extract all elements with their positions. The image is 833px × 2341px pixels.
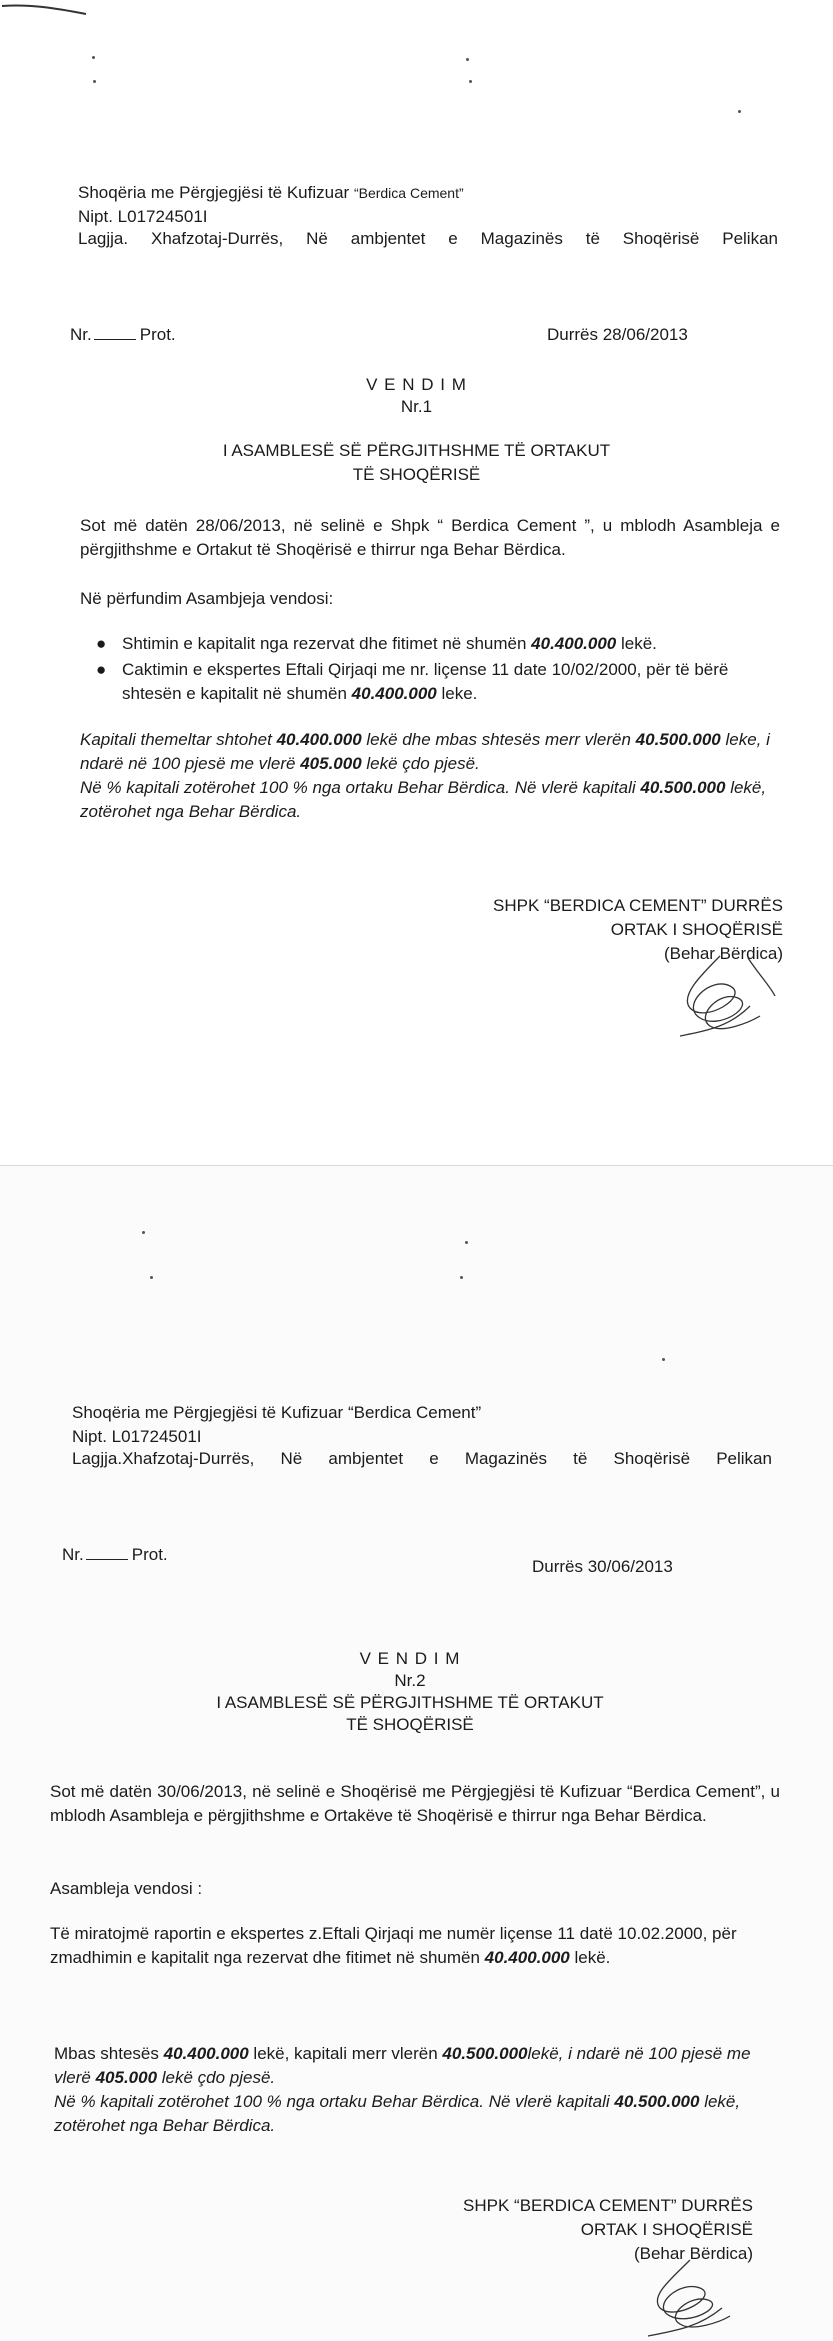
scan-speck <box>92 56 95 59</box>
address-word: e <box>448 229 458 248</box>
address-word: Pelikan <box>722 229 778 248</box>
capital-paragraph <box>80 728 780 776</box>
address-word: ambjentet <box>350 229 426 248</box>
text: Kapitali themeltar shtohet <box>80 730 277 749</box>
company-name: “Berdica Cement” <box>353 185 464 201</box>
decision-subtitle-2: TË SHOQËRISË <box>346 1715 474 1734</box>
decision-subtitle-1: I ASAMBLESË SË PËRGJITHSHME TË ORTAKUT <box>216 1693 604 1712</box>
signature-scribble <box>630 2256 750 2340</box>
bullet-dot: ● <box>96 634 107 653</box>
address-word: Lagjja. <box>78 229 129 248</box>
scan-speck <box>738 110 741 113</box>
capital-paragraph <box>54 2042 784 2090</box>
place-date: Durrës 30/06/2013 <box>532 1557 673 1576</box>
address-line <box>72 1448 772 1470</box>
amount: 40.500.000 <box>640 778 726 797</box>
pen-mark-top-left <box>0 0 90 20</box>
text: lekë, i ndarë në 100 pjesë me vlerë <box>54 2044 751 2087</box>
text: lekë çdo pjesë. <box>361 754 480 773</box>
scan-speck <box>466 58 469 61</box>
address-word: Shoqërisë <box>613 1449 691 1468</box>
amount: 40.400.000 <box>484 1948 570 1967</box>
bullet-text: leke. <box>436 684 478 703</box>
text: Në % kapitali zotërohet 100 % nga ortaku Behar Bërdica. Në vlerë kapitali <box>80 778 641 797</box>
address-word: të <box>573 1449 588 1468</box>
text: lekë, zotërohet nga Behar Bërdica. <box>54 2092 741 2135</box>
address-word: Magazinës <box>480 229 563 248</box>
bullet-item <box>96 658 782 706</box>
signature-name: (Behar Bërdica) <box>633 2244 753 2263</box>
document-page-1 <box>0 0 833 1165</box>
decision-subtitle-1: I ASAMBLESË SË PËRGJITHSHME TË ORTAKUT <box>222 441 611 460</box>
signature-company: SHPK “BERDICA CEMENT” DURRËS <box>463 2196 753 2215</box>
scan-speck <box>469 80 472 83</box>
text: Mbas shtesës <box>54 2044 164 2063</box>
company-prefix: Shoqëria me Përgjegjësi të Kufizuar <box>72 1403 344 1422</box>
decided-label: Asambleja vendosi : <box>50 1879 203 1898</box>
bullet-dot: ● <box>96 660 107 679</box>
nr-blank <box>94 325 136 340</box>
text: lekë, kapitali merr vlerën <box>248 2044 443 2063</box>
text: Në % kapitali zotërohet 100 % nga ortaku Behar Bërdica. Në vlerë kapitali <box>54 2092 615 2111</box>
scan-speck <box>662 1358 665 1361</box>
decision-title: V E N D I M <box>366 375 467 394</box>
place-date: Durrës 28/06/2013 <box>547 325 688 344</box>
nr-label: Nr. <box>62 1545 84 1564</box>
amount: 40.500.000 <box>614 2092 700 2111</box>
scan-speck <box>150 1276 153 1279</box>
company-line <box>78 182 464 204</box>
decision-subtitle-2: TË SHOQËRISË <box>352 465 481 484</box>
text: lekë, zotërohet nga Behar Bërdica. <box>80 778 767 821</box>
company-name: “Berdica Cement” <box>347 1403 482 1422</box>
scan-speck <box>460 1276 463 1279</box>
nr-blank <box>86 1545 128 1560</box>
scan-speck <box>93 80 96 83</box>
scan-speck <box>465 1241 468 1244</box>
protocol-number <box>62 1544 168 1566</box>
decision-number: Nr.2 <box>394 1671 426 1690</box>
address-word: Pelikan <box>716 1449 772 1468</box>
address-line <box>78 228 778 250</box>
decided-label: Në përfundim Asambjeja vendosi: <box>80 589 334 608</box>
scan-speck <box>142 1231 145 1234</box>
amount: 40.400.000 <box>163 2044 249 2063</box>
company-line <box>72 1402 481 1424</box>
text: lekë dhe mbas shtesës merr vlerën <box>361 730 636 749</box>
address-word: Shoqërisë <box>622 229 700 248</box>
signature-role: ORTAK I SHOQËRISË <box>580 2220 753 2239</box>
nr-label: Nr. <box>70 325 92 344</box>
company-prefix: Shoqëria me Përgjegjësi të Kufizuar <box>78 183 350 202</box>
amount: 40.400.000 <box>276 730 362 749</box>
prot-label: Prot. <box>131 1545 168 1564</box>
decision-title: V E N D I M <box>359 1649 461 1668</box>
nipt: Nipt. L01724501I <box>72 1427 202 1446</box>
amount: 40.400.000 <box>351 684 437 703</box>
bullet-text: Caktimin e ekspertes Eftali Qirjaqi me nr. liçense 11 date 10/02/2000, për të bërë shtesën e kapitalit në shumën <box>122 660 729 703</box>
bullet-text: Shtimin e kapitalit nga rezervat dhe fitimet në shumën <box>122 634 532 653</box>
text: lekë çdo pjesë. <box>157 2068 276 2087</box>
signature-company: SHPK “BERDICA CEMENT” DURRËS <box>493 896 783 915</box>
intro-paragraph: Sot më datën 28/06/2013, në selinë e Shpk “ Berdica Cement ”, u mblodh Asambleja e përgjithshme e Ortakut të Shoqërisë e thirrur nga Behar Bërdica. <box>80 516 780 559</box>
address-word: ambjentet <box>328 1449 404 1468</box>
address-word: të <box>585 229 600 248</box>
amount: 40.500.000 <box>635 730 721 749</box>
amount: 40.500.000 <box>442 2044 528 2063</box>
amount: 405.000 <box>95 2068 158 2087</box>
protocol-number <box>70 324 176 346</box>
text: lekë. <box>569 1948 611 1967</box>
address-word: Lagjja.Xhafzotaj-Durrës, <box>72 1449 255 1468</box>
text: leke, i ndarë në 100 pjesë me vlerë <box>80 730 770 773</box>
address-word: e <box>429 1449 439 1468</box>
text: Të miratojmë raportin e ekspertes z.Eftali Qirjaqi me numër liçense 11 datë 10.02.2000, për zmadhimin e kapitalit nga rezervat dhe fitimet në shumën <box>50 1924 737 1967</box>
address-word: Magazinës <box>464 1449 548 1468</box>
nipt: Nipt. L01724501I <box>78 207 208 226</box>
amount: 40.400.000 <box>531 634 617 653</box>
intro-paragraph: Sot më datën 30/06/2013, në selinë e Shoqërisë me Përgjegjësi të Kufizuar “Berdica Cement”, u mblodh Asambleja e përgjithshme e Ortakëve të Shoqërisë e thirrur nga Behar Bërdica. <box>50 1782 780 1825</box>
signature-scribble <box>660 946 780 1046</box>
signature-name: (Behar Bërdica) <box>663 944 783 963</box>
document-page-2 <box>0 1165 833 2341</box>
approval-paragraph <box>50 1922 780 1970</box>
address-word: Xhafzotaj-Durrës, <box>150 229 284 248</box>
amount: 405.000 <box>300 754 362 773</box>
bullet-item <box>96 632 782 656</box>
ownership-paragraph <box>80 776 780 824</box>
signature-role: ORTAK I SHOQËRISË <box>610 920 783 939</box>
ownership-paragraph <box>54 2090 784 2138</box>
bullet-text: lekë. <box>616 634 657 653</box>
address-word: Në <box>306 229 328 248</box>
prot-label: Prot. <box>139 325 176 344</box>
decision-number: Nr.1 <box>400 397 433 416</box>
address-word: Në <box>280 1449 303 1468</box>
